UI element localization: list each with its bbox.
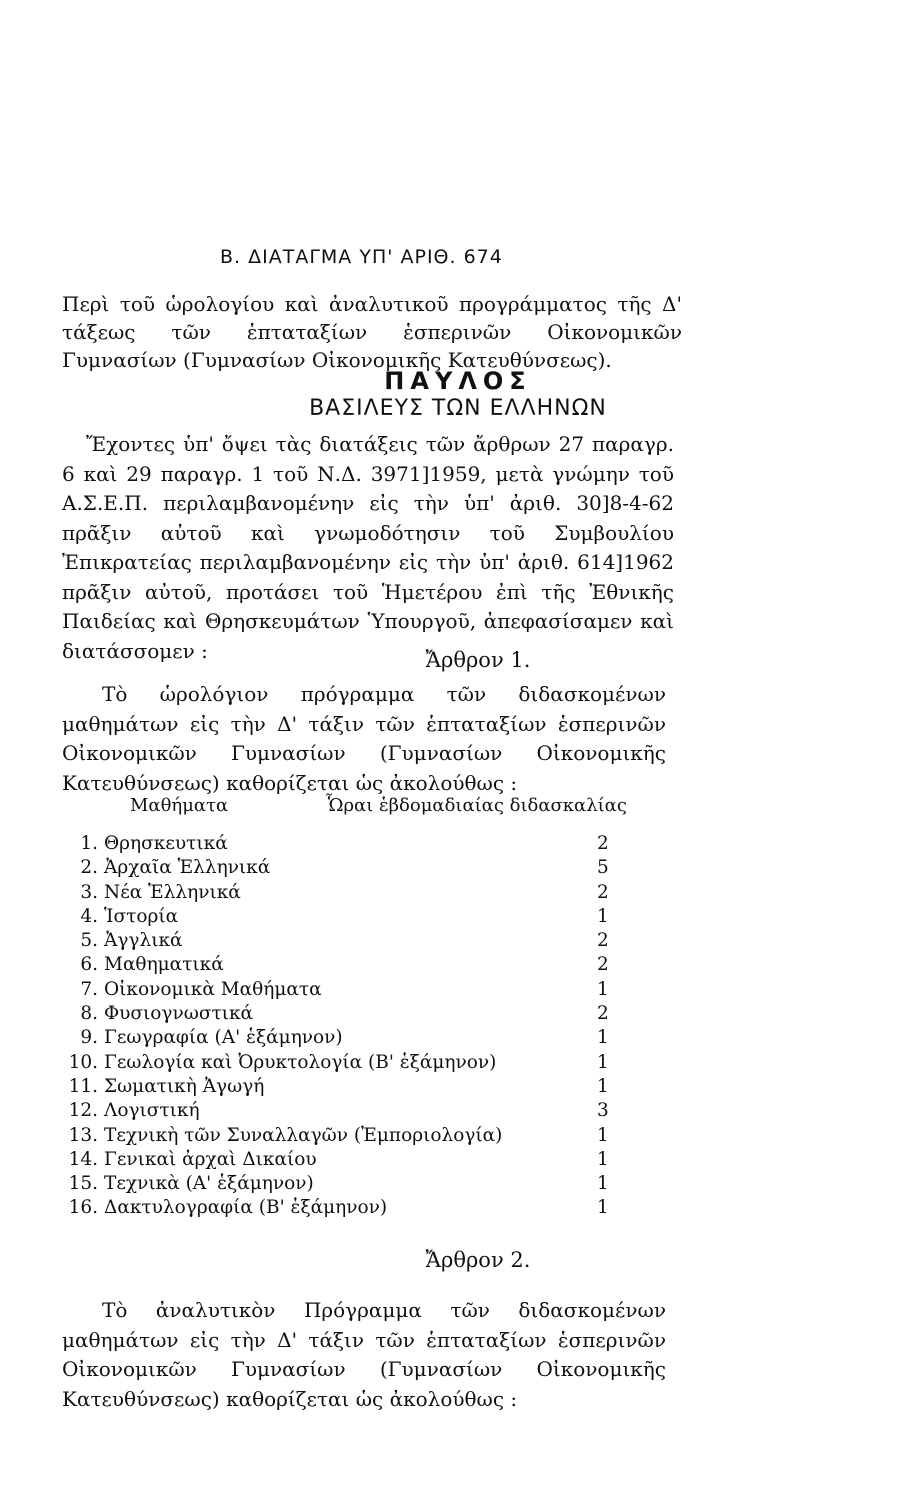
item-subject: Γεωλογία καὶ Ὀρυκτολογία (Β' ἑξάμηνον) — [104, 1051, 497, 1073]
king-title: ΒΑΣΙΛΕΥΣ ΤΩΝ ΕΛΛΗΝΩΝ — [309, 396, 607, 421]
item-subject: Γεωγραφία (Α' ἑξάμηνον) — [104, 1027, 343, 1049]
list-item — [62, 1099, 622, 1123]
item-number: 2. — [80, 857, 98, 879]
item-hours: 1 — [597, 1173, 609, 1195]
header-subjects: Μαθήματα — [130, 795, 229, 816]
article-1-title: Ἄρθρον 1. — [425, 648, 531, 672]
item-number: 1. — [80, 833, 98, 854]
item-subject: Τεχνικὴ τῶν Συναλλαγῶν (Ἐμποριολογία) — [104, 1124, 503, 1146]
list-item — [62, 832, 622, 856]
list-item — [62, 953, 622, 977]
decree-heading: Β. ΔΙΑΤΑΓΜΑ ΥΠ' ΑΡΙΘ. 674 — [220, 246, 503, 268]
list-item — [62, 1196, 622, 1220]
item-number: 16. — [68, 1197, 98, 1219]
item-subject: Δακτυλογραφία (Β' ἑξάμηνον) — [104, 1197, 388, 1219]
item-number: 13. — [68, 1124, 98, 1146]
item-number: 7. — [80, 978, 98, 1000]
list-item — [62, 1051, 622, 1075]
item-number: 8. — [80, 1003, 98, 1025]
list-item — [62, 978, 622, 1002]
article-2-text: Τὸ ἀναλυτικὸν Πρόγραμμα τῶν διδασκομένων μαθημάτων εἰς τὴν Δ' τάξιν τῶν ἑπταταξίων ἑσπερινῶν Οἰκονομικῶν Γυμνασίων (Γυμνασίων Οἰκονομικῆς Κατευθύνσεως) καθορίζεται ὡς ἀκολούθως : — [62, 1298, 666, 1411]
item-subject: Σωματικὴ Ἀγωγή — [104, 1075, 265, 1097]
item-hours: 1 — [597, 1124, 609, 1146]
item-subject: Θρησκευτικά — [104, 833, 228, 854]
item-hours: 1 — [597, 1075, 609, 1097]
item-subject: Ἀρχαῖα Ἑλληνικά — [104, 857, 271, 879]
item-number: 3. — [80, 881, 98, 903]
item-hours: 2 — [597, 954, 609, 976]
list-item — [62, 905, 622, 929]
item-subject: Τεχνικὰ (Α' ἑξάμηνον) — [104, 1173, 314, 1195]
list-item — [62, 1002, 622, 1026]
item-subject: Νέα Ἑλληνικά — [104, 881, 241, 903]
item-hours: 2 — [597, 930, 609, 952]
header-weekly-hours: Ὧραι ἑβδομαδιαίας διδασκαλίας — [326, 795, 627, 816]
list-item — [62, 1124, 622, 1148]
item-hours: 1 — [597, 1051, 609, 1073]
item-number: 12. — [68, 1100, 98, 1122]
list-item — [62, 881, 622, 905]
item-number: 14. — [68, 1148, 98, 1170]
item-hours: 1 — [597, 905, 609, 927]
item-hours: 2 — [597, 881, 609, 903]
item-hours: 2 — [597, 833, 609, 854]
item-hours: 1 — [597, 1148, 609, 1170]
item-subject: Φυσιογνωστικά — [104, 1003, 253, 1025]
item-number: 10. — [68, 1051, 98, 1073]
item-number: 11. — [68, 1075, 98, 1097]
list-item — [62, 1148, 622, 1172]
list-item — [62, 929, 622, 953]
item-number: 15. — [68, 1173, 98, 1195]
item-number: 5. — [80, 930, 98, 952]
item-number: 6. — [80, 954, 98, 976]
item-hours: 1 — [597, 978, 609, 1000]
item-subject: Ἱστορία — [104, 905, 179, 927]
item-hours: 2 — [597, 1003, 609, 1025]
item-subject: Γενικαὶ ἀρχαὶ Δικαίου — [104, 1148, 317, 1170]
item-subject: Οἰκονομικὰ Μαθήματα — [104, 978, 322, 1000]
subjects-list — [62, 832, 622, 1221]
item-number: 9. — [80, 1027, 98, 1049]
article-1-text: Τὸ ὡρολόγιον πρόγραμμα τῶν διδασκομένων μαθημάτων εἰς τὴν Δ' τάξιν τῶν ἑπταταξίων ἑσπερινῶν Οἰκονομικῶν Γυμνασίων (Γυμνασίων Οἰκονομικῆς Κατευθύνσεως) καθορίζεται ὡς ἀκολούθως : — [62, 682, 666, 795]
decree-subject: Περὶ τοῦ ὡρολογίου καὶ ἀναλυτικοῦ προγράμματος τῆς Δ' τάξεως τῶν ἑπταταξίων ἑσπερινῶν Οἰκονομικῶν Γυμνασίων (Γυμνασίων Οἰκονομικῆς Κατευθύνσεως). — [62, 292, 682, 372]
king-name: ΠΑΥΛΟΣ — [384, 367, 532, 395]
list-item — [62, 856, 622, 880]
article-2-title: Ἄρθρον 2. — [425, 1248, 531, 1272]
item-number: 4. — [80, 905, 98, 927]
item-hours: 1 — [597, 1027, 609, 1049]
preamble: Ἔχοντες ὑπ' ὄψει τὰς διατάξεις τῶν ἄρθρων 27 παραγρ. 6 καὶ 29 παραγρ. 1 τοῦ Ν.Δ. 3971]1959, μετὰ γνώμην τοῦ Α.Σ.Ε.Π. περιλαμβανομένην εἰς τὴν ὑπ' ἀριθ. 30]8-4-62 πρᾶξιν αὐτοῦ καὶ γνωμοδότησιν τοῦ Συμβουλίου Ἐπικρατείας περιλαμβανομένην εἰς τὴν ὑπ' ἀριθ. 614]1962 πρᾶξιν αὐτοῦ, προτάσει τοῦ Ἡμετέρου ἐπὶ τῆς Ἐθνικῆς Παιδείας καὶ Θρησκευμάτων Ὑπουργοῦ, ἀπεφασίσαμεν καὶ διατάσσομεν : — [62, 432, 674, 663]
item-subject: Ἀγγλικά — [104, 930, 183, 952]
list-item — [62, 1172, 622, 1196]
item-subject: Λογιστική — [104, 1100, 200, 1122]
item-hours: 3 — [597, 1100, 609, 1122]
item-hours: 1 — [597, 1197, 609, 1219]
list-item — [62, 1026, 622, 1050]
item-subject: Μαθηματικά — [104, 954, 224, 976]
list-item — [62, 1075, 622, 1099]
item-hours: 5 — [597, 857, 609, 879]
